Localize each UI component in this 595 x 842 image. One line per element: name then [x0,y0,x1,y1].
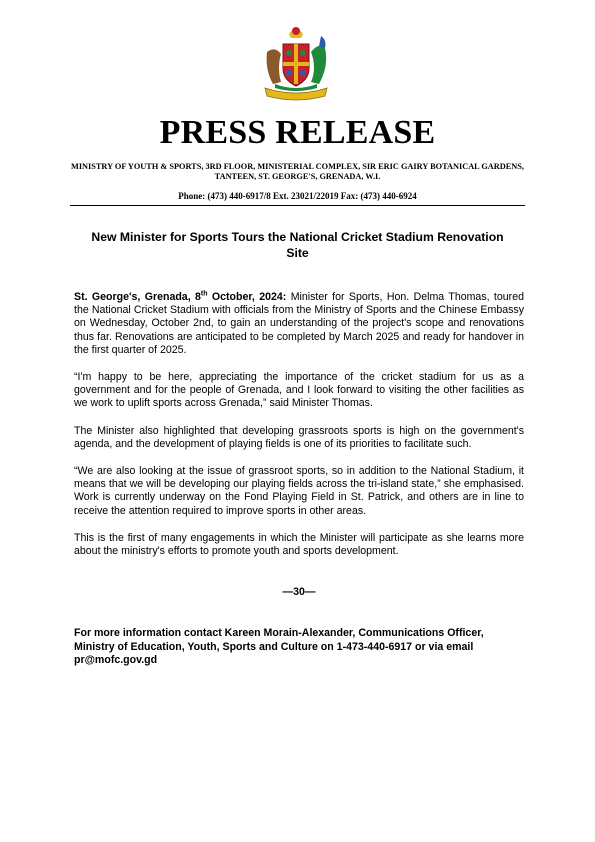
paragraph-1: St. George's, Grenada, 8th October, 2024: Minister for Sports, Hon. Delma Thomas, toured the National Cricket Stadium with officials from the Ministry of Sports and the Chinese Embassy on Wednesday, October 2nd, to gain an understanding of the project's scope and renovations thus far. Renovations are anticipated to be completed by March 2025 and ready for handover in the first quarter of 2025. [74,290,524,356]
coat-of-arms-logo [261,22,331,106]
header-divider [70,205,525,206]
paragraph-5: This is the first of many engagements in which the Minister will participate as she learns more about the ministry's efforts to promote youth and sports development. [74,531,524,558]
end-marker: —30— [282,586,316,599]
contact-info: For more information contact Kareen Morain-Alexander, Communications Officer, Ministry of Education, Youth, Sports and Culture on 1-473-440-6917 or via email pr@mofc.gov.gd [74,627,484,666]
paragraph-2: “I'm happy to be here, appreciating the importance of the cricket stadium for us as a government and for the people of Grenada, and I look forward to visiting the other facilities as we work to uplift sports across Grenada,” said Minister Thomas. [74,371,524,410]
paragraph-4: “We are also looking at the issue of grassroot sports, so in addition to the National Stadium, it means that we will be developing our playing fields across the tri-island state,” she emphasised. Work is currently underway on the Fond Playing Field in St. Patrick, and others are in line to receive the attention required to improve sports in other areas. [74,465,524,517]
headline: New Minister for Sports Tours the National Cricket Stadium Renovation Site [91,230,504,260]
page-title: PRESS RELEASE [159,114,436,151]
contact-phone-line: Phone: (473) 440-6917/8 Ext. 23021/22019 Fax: (473) 440-6924 [178,191,417,201]
ministry-address: MINISTRY OF YOUTH & SPORTS, 3RD FLOOR, MINISTERIAL COMPLEX, SIR ERIC GAIRY BOTANICAL GARDENS, TANTEEN, ST. GEORGE'S, GRENADA, W.I. [71,162,524,181]
dateline: St. George's, Grenada, 8th October, 2024: [74,290,287,303]
article-body [74,291,524,681]
paragraph-3: The Minister also highlighted that developing grassroots sports is high on the government's agenda, and the development of playing fields is one of its priorities to facilitate such. [74,424,524,450]
